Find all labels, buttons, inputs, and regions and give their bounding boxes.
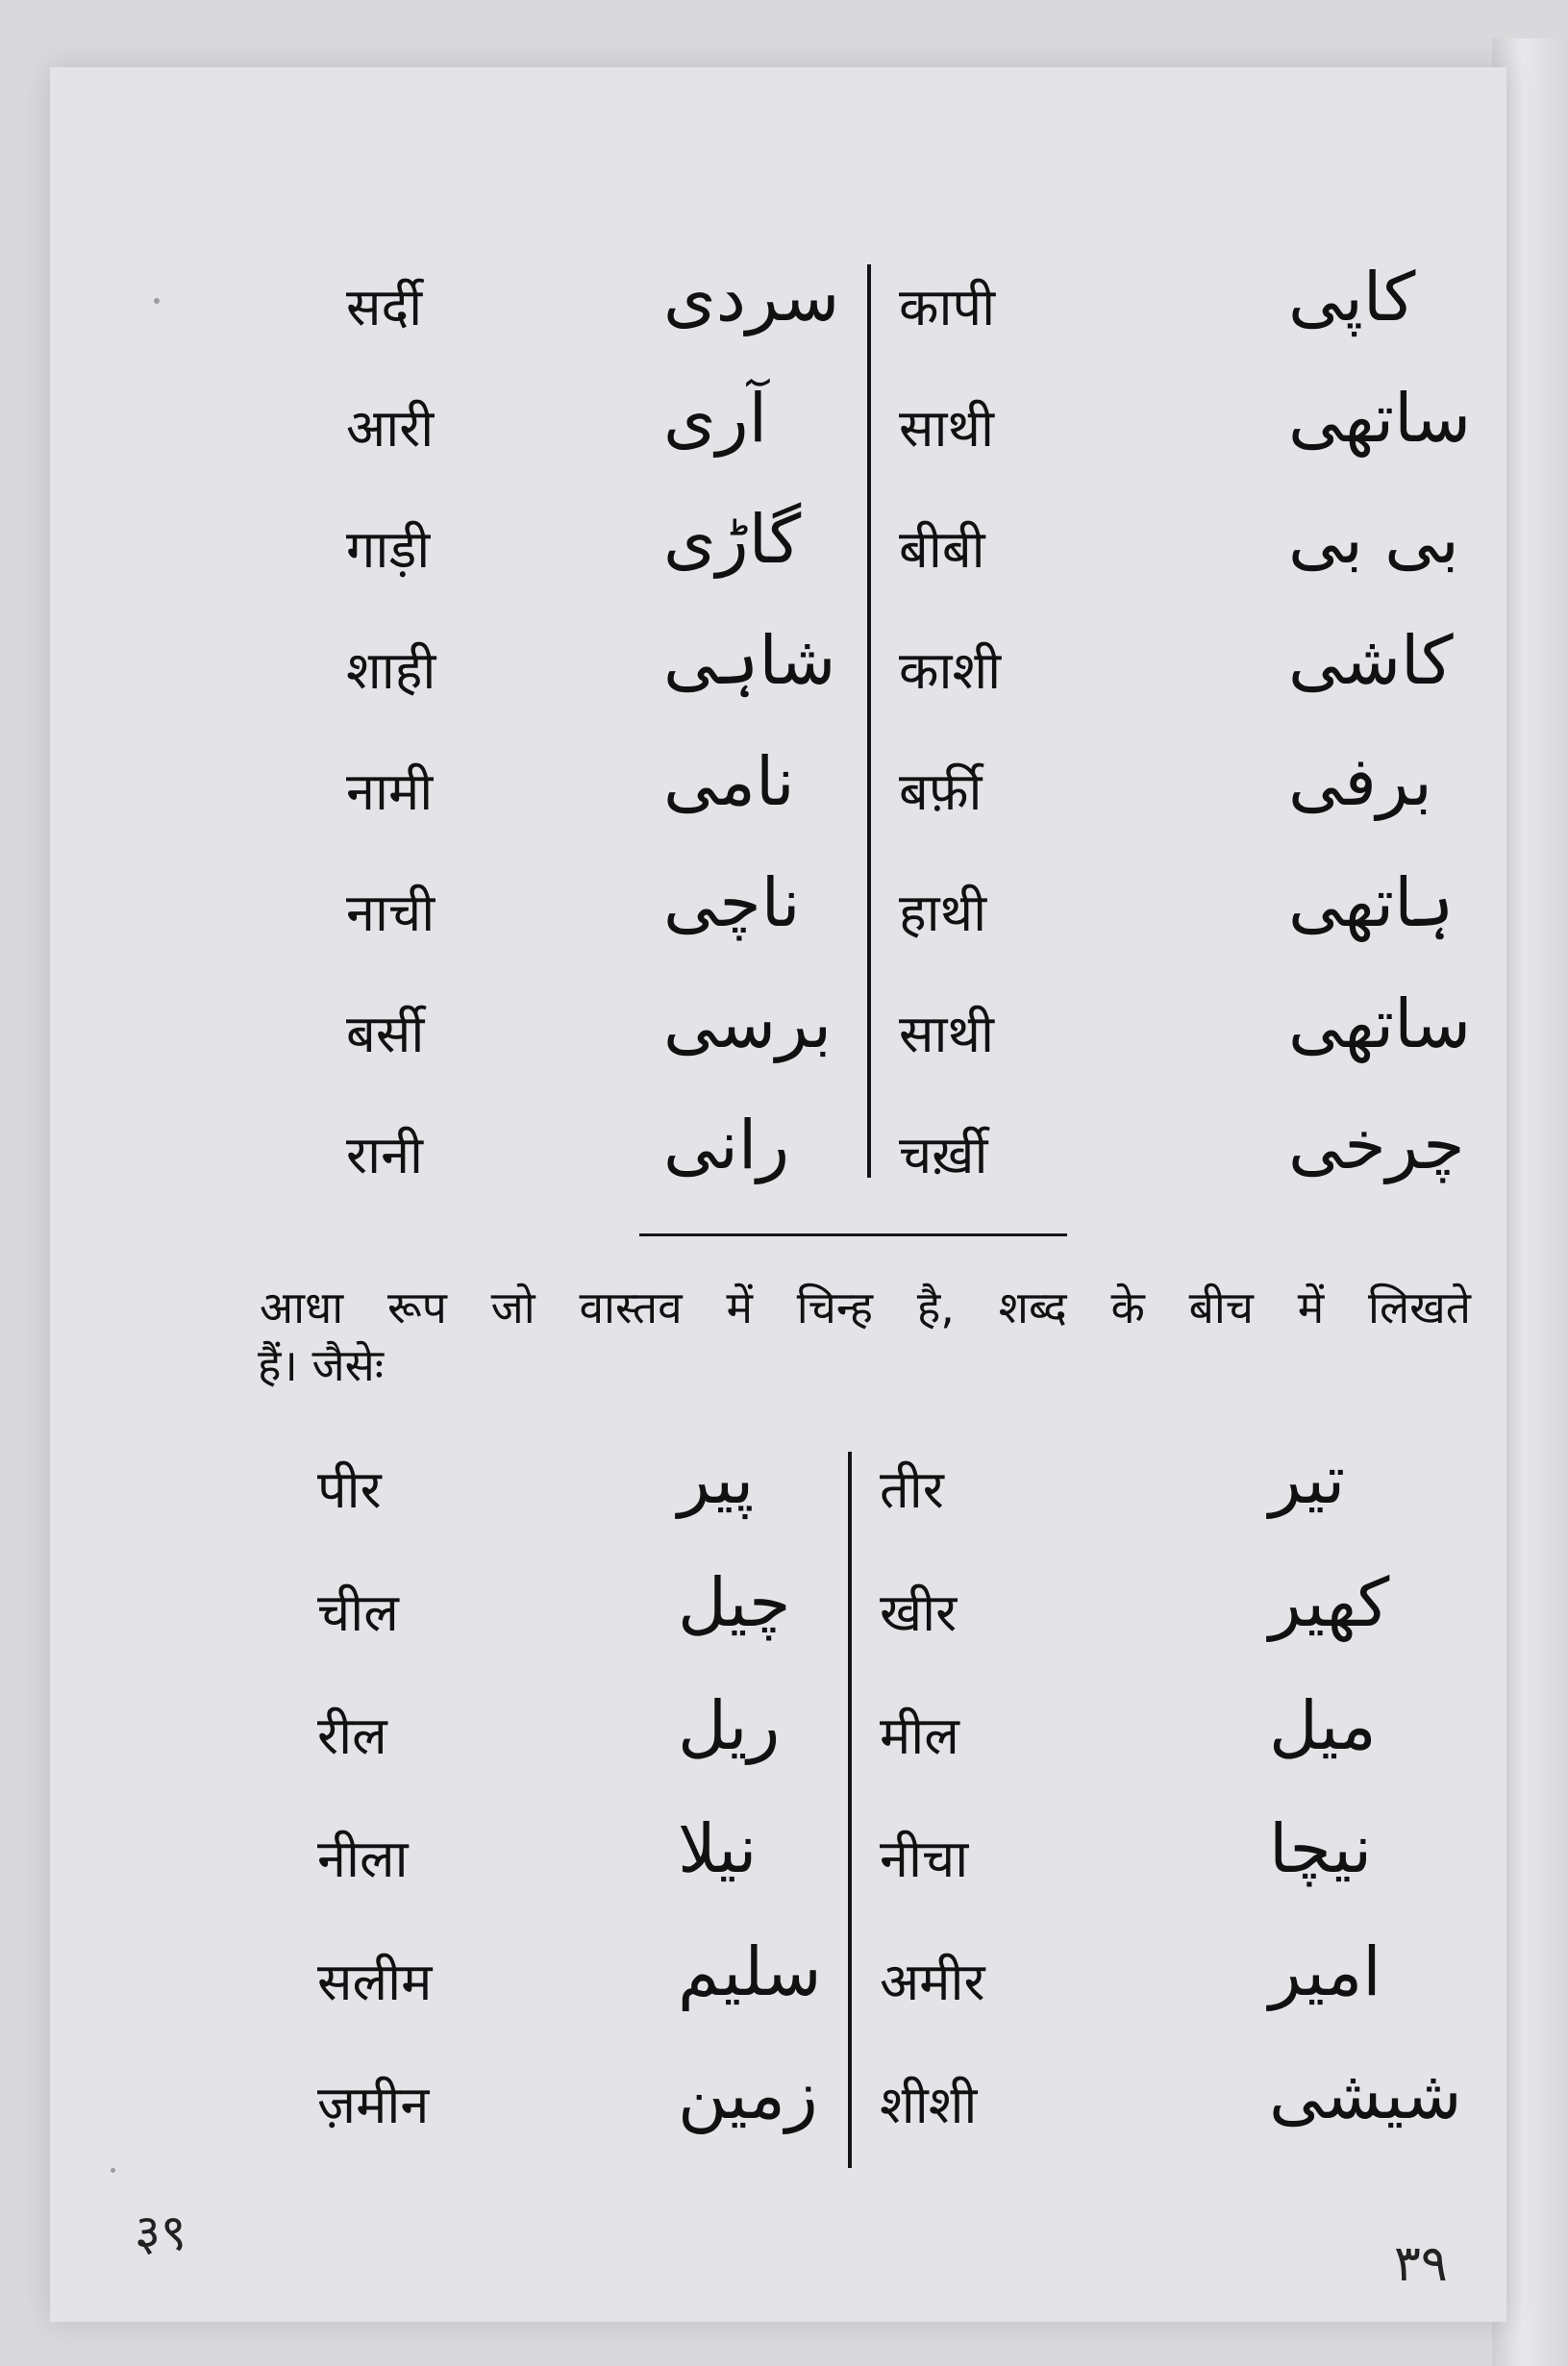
table2-hindi-word: सलीम	[317, 1952, 433, 2012]
table2-hindi-word: शीशी	[880, 2075, 978, 2135]
table1-hindi-word: काशी	[899, 640, 1002, 701]
table1-hindi-word: नाची	[346, 883, 436, 943]
table1-urdu-word: برسی	[663, 984, 833, 1063]
table1-urdu-word: ساتھی	[1288, 379, 1472, 458]
page-number-right: ۳۹	[1394, 2235, 1448, 2293]
table1-hindi-word: आरी	[346, 398, 435, 459]
table1-urdu-word: گاڑی	[663, 500, 802, 579]
table1-urdu-word: ساتھی	[1288, 984, 1472, 1063]
table2-urdu-word: چیل	[678, 1563, 791, 1642]
table1-hindi-word: साथी	[899, 1004, 994, 1064]
table2-hindi-word: नीला	[317, 1829, 409, 1889]
table2-hindi-word: ज़मीन	[317, 2075, 430, 2135]
table2-urdu-word: شیشی	[1269, 2055, 1462, 2134]
table1-hindi-word: बीबी	[899, 519, 985, 580]
table2-urdu-word: ریل	[678, 1686, 781, 1765]
table1-urdu-word: چرخی	[1288, 1106, 1465, 1184]
table2-urdu-word: میل	[1269, 1686, 1377, 1765]
table1-hindi-word: शाही	[346, 640, 436, 701]
table2-hindi-word: रील	[317, 1706, 387, 1766]
table2-urdu-word: زمین	[678, 2055, 818, 2134]
table1-urdu-word: کاشی	[1288, 621, 1454, 700]
table1-hindi-word: बर्फ़ी	[899, 761, 983, 822]
table2-urdu-word: کھیر	[1269, 1563, 1390, 1642]
table2-divider	[848, 1452, 852, 2168]
table1-urdu-word: کاپی	[1288, 258, 1416, 336]
table2-hindi-word: अमीर	[880, 1952, 985, 2012]
instruction-line-2: हैं। जैसेः	[258, 1339, 385, 1391]
page-number-left: ३९	[135, 2204, 187, 2262]
table1-hindi-word: हाथी	[899, 883, 987, 943]
table1-hindi-word: बर्सी	[346, 1004, 425, 1064]
table2-hindi-word: मील	[880, 1706, 959, 1766]
table1-hindi-word: सर्दी	[346, 277, 423, 337]
table2-hindi-word: चील	[317, 1582, 399, 1643]
table2-hindi-word: खीर	[880, 1582, 958, 1643]
table1-hindi-word: कापी	[899, 277, 996, 337]
table1-urdu-word: ہاتھی	[1288, 863, 1455, 942]
table2-urdu-word: امیر	[1269, 1932, 1381, 2011]
table2-urdu-word: سلیم	[678, 1932, 822, 2011]
table1-urdu-word: برفی	[1288, 742, 1432, 821]
table1-urdu-word: بی بی	[1288, 500, 1459, 579]
table2-urdu-word: پیر	[678, 1440, 755, 1519]
table1-urdu-word: ناچی	[663, 863, 801, 942]
table2-hindi-word: पीर	[317, 1459, 382, 1520]
table2-hindi-word: नीचा	[880, 1829, 969, 1889]
table1-hindi-word: चर्ख़ी	[899, 1125, 988, 1185]
table1-hindi-word: रानी	[346, 1125, 424, 1185]
speck	[154, 298, 160, 304]
table2-urdu-word: نیچا	[1269, 1809, 1373, 1888]
instruction-line-1: आधा रूप जो वास्तव में चिन्ह है, शब्द के बीच में लिखते	[260, 1282, 1471, 1333]
table1-urdu-word: شاہی	[663, 621, 836, 700]
table2-urdu-word: تیر	[1269, 1440, 1346, 1519]
table1-divider	[867, 264, 871, 1178]
table1-urdu-word: آری	[663, 379, 768, 458]
table1-urdu-word: نامی	[663, 742, 795, 821]
table1-urdu-word: رانی	[663, 1106, 790, 1184]
table2-urdu-word: نیلا	[678, 1809, 758, 1888]
table1-urdu-word: سردی	[663, 258, 840, 336]
speck	[111, 2168, 115, 2173]
table2-hindi-word: तीर	[880, 1459, 944, 1520]
table1-hindi-word: गाड़ी	[346, 519, 431, 580]
table1-hindi-word: नामी	[346, 761, 434, 822]
section-rule	[639, 1233, 1067, 1236]
table1-hindi-word: साथी	[899, 398, 994, 459]
